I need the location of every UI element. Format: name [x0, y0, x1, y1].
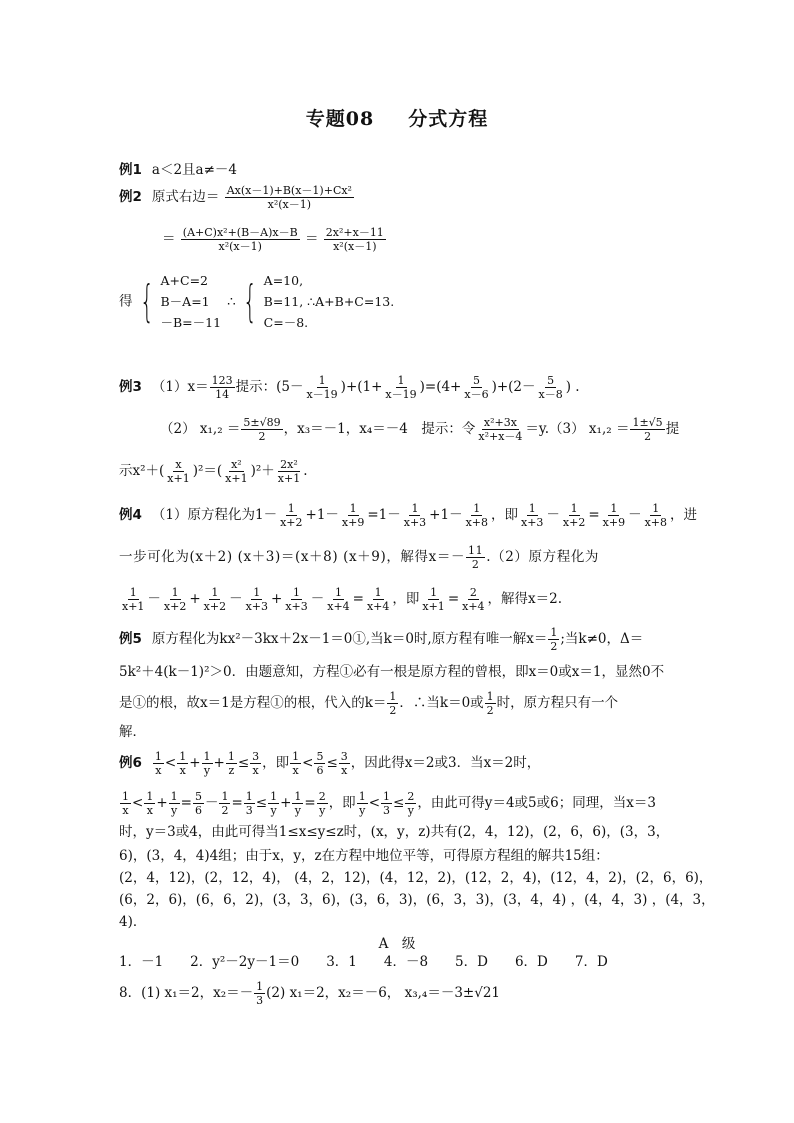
equation: A=10, [263, 273, 304, 288]
fraction [120, 790, 131, 817]
denominator: x+2 [163, 600, 187, 613]
denominator: x+1 [422, 600, 445, 613]
text: + [213, 755, 225, 771]
numerator: 1 [411, 502, 419, 515]
denominator: x [292, 764, 299, 777]
denominator: x [341, 764, 348, 777]
example-5-line-3 [119, 690, 679, 717]
denominator: 2 [486, 704, 494, 717]
numerator: 1 [146, 790, 154, 803]
text: ，进 [670, 507, 697, 523]
denominator: 2 [550, 640, 558, 653]
text: +1－ [429, 507, 463, 523]
text: － [147, 591, 161, 607]
numerator: 2x²+x－11 [325, 226, 384, 239]
fraction [519, 502, 545, 529]
numerator: 123 [211, 374, 233, 387]
text: (2) x₁＝2，x₂＝－6， x₃,₄＝－3±√21 [266, 985, 501, 1001]
text: 示x²＋( [119, 463, 165, 479]
numerator: 5 [194, 790, 202, 803]
numerator: Ax(x－1)+B(x－1)+Cx² [226, 184, 352, 197]
numerator: 1 [318, 374, 326, 387]
numerator: 1 [179, 750, 187, 763]
text: .（2）原方程化为 [486, 549, 600, 565]
text: ＝ [162, 231, 176, 247]
text: 时，原方程只有一个 [496, 695, 619, 711]
example-3-line-2 [160, 416, 680, 443]
text: ≤ [255, 795, 268, 811]
text: （1）原方程化为1－ [151, 507, 278, 523]
fraction [462, 374, 490, 401]
text: ) . [565, 379, 580, 395]
numerator: 1 [349, 502, 357, 515]
numerator: 1 [287, 502, 295, 515]
numerator: 5 [472, 374, 480, 387]
fraction [466, 544, 485, 571]
denominator: x+1 [277, 472, 301, 485]
text: < [164, 755, 177, 771]
denominator: x [122, 804, 129, 817]
example-6-line-5 [119, 868, 713, 888]
fraction [460, 586, 486, 613]
numerator: 1 [374, 586, 382, 599]
numerator: 1 [486, 690, 494, 703]
denominator: x+3 [521, 516, 544, 529]
fraction [630, 416, 664, 443]
fraction [290, 750, 301, 777]
text: ，x₃＝－1，x₄＝－4 提示：令 [283, 421, 476, 437]
fraction [292, 790, 303, 817]
denominator: x [179, 764, 186, 777]
text: = [447, 591, 460, 607]
text: （1）x＝ [151, 379, 209, 395]
denominator: y [407, 804, 414, 817]
text: = [231, 795, 243, 811]
level-a-question-8 [119, 980, 679, 1007]
text: 4)． [119, 914, 147, 930]
example-5-line-1 [119, 626, 679, 653]
numerator: 1 [550, 626, 558, 639]
numerator: 1 [270, 790, 278, 803]
example-6-line-2 [119, 790, 679, 817]
text: )+(1+ [340, 379, 383, 395]
denominator: x+2 [562, 516, 586, 529]
fraction [225, 184, 354, 211]
numerator: 2 [469, 586, 477, 599]
numerator: 1 [473, 502, 481, 515]
example-2-line-2 [162, 226, 722, 253]
fraction [120, 586, 146, 613]
fraction [223, 458, 249, 485]
example-4-line-1 [119, 502, 697, 529]
denominator: x²(x－1) [267, 198, 312, 211]
numerator: 1 [170, 790, 178, 803]
example-label: 例3 [119, 379, 142, 395]
example-3-line-3 [119, 458, 679, 485]
denominator: 2 [221, 804, 229, 817]
denominator: x+4 [327, 600, 350, 613]
example-6-line-6 [119, 890, 715, 910]
fraction [254, 980, 265, 1007]
equation: －B=－11 [160, 315, 222, 330]
denominator: x+4 [366, 600, 390, 613]
equation-system-2 [264, 270, 395, 333]
numerator: 1 [293, 586, 301, 599]
fraction [601, 502, 627, 529]
numerator: 1±√5 [632, 416, 663, 429]
title-topic: 专题08 [305, 108, 375, 130]
denominator: x [155, 764, 162, 777]
text: 得 [119, 293, 133, 310]
text: = [304, 795, 316, 811]
fraction [193, 790, 204, 817]
denominator: 6 [316, 764, 324, 777]
text: 提示：(5－ [235, 379, 304, 395]
denominator: 3 [245, 804, 253, 817]
text: =1－ [367, 507, 401, 523]
text: （2） x₁,₂ ＝ [160, 421, 241, 437]
text: ，即 [392, 591, 420, 607]
numerator: 1 [154, 750, 162, 763]
text: + [189, 755, 201, 771]
numerator: 1 [227, 750, 235, 763]
text: 时，y＝3或4，由此可得当1≤x≤y≤z时，(x，y，z)共有(2，4，12)，(2，6，6)，(3，3， [119, 824, 670, 840]
text: < [132, 795, 144, 811]
numerator: 1 [203, 750, 211, 763]
text: (2，4，12)，(2，12，4)， (4，2，12)，(4，12，2)，(12，2，4)，(12，4，2)，(2，6，6)， [119, 870, 713, 886]
fraction [464, 502, 490, 529]
text: ≤ [393, 795, 405, 811]
fraction [283, 586, 309, 613]
example-2-line-1 [119, 184, 679, 211]
denominator: x+9 [341, 516, 365, 529]
fraction [276, 458, 302, 485]
fraction [357, 790, 368, 817]
text: 原方程化为kx²－3kx＋2x－1＝0①,当k＝0时,原方程有唯一解x＝ [151, 631, 548, 647]
fraction [420, 586, 446, 613]
fraction [314, 750, 325, 777]
denominator: 2 [644, 430, 652, 443]
fraction [219, 790, 230, 817]
fraction [548, 626, 559, 653]
example-4-line-2 [119, 544, 679, 571]
text: 1．－1 2．y²－2y－1＝0 3．1 4．－8 5．D 6．D 7．D [119, 954, 608, 970]
numerator: 5±√89 [243, 416, 281, 429]
example-6-line-1 [119, 750, 679, 777]
fraction [387, 690, 398, 717]
fraction [325, 586, 351, 613]
text: ，即 [491, 507, 518, 523]
numerator: 1 [652, 502, 660, 515]
fraction [402, 502, 428, 529]
example-label: 例2 [119, 189, 142, 205]
numerator: 1 [221, 790, 229, 803]
example-label: 例1 [119, 162, 142, 178]
numerator: 1 [397, 374, 405, 387]
text: + [156, 795, 168, 811]
denominator: 3 [256, 994, 264, 1007]
numerator: 3 [340, 750, 348, 763]
fraction [177, 750, 188, 777]
example-6-line-4 [119, 846, 679, 866]
text: . [303, 463, 308, 479]
denominator: y [203, 764, 211, 777]
fraction [268, 790, 279, 817]
text: － [204, 795, 219, 811]
example-3-line-1 [119, 374, 679, 401]
example-label: 例6 [119, 755, 142, 771]
example-5-line-2 [119, 662, 679, 682]
text: (6，2，6)，(6，6，2)，(3，3，6)，(3，6，3)，(6，3，3)，(3，4，4) ，(4，4，3) ，(4，3， [119, 892, 715, 908]
numerator: 1 [610, 502, 618, 515]
text: ≤ [326, 755, 338, 771]
fraction [181, 226, 300, 253]
fraction [485, 690, 496, 717]
text: = [352, 591, 364, 607]
numerator: 1 [358, 790, 366, 803]
denominator: x－19 [385, 388, 417, 401]
fraction [537, 374, 565, 401]
level-a-heading [0, 934, 794, 954]
denominator: y [171, 804, 178, 817]
text: + [280, 795, 292, 811]
text: ，即 [262, 755, 290, 771]
numerator: 1 [430, 586, 438, 599]
numerator: 1 [256, 980, 264, 993]
text: ，因此得x＝2或3．当x＝2时， [350, 755, 541, 771]
example-5-line-4 [119, 722, 679, 742]
denominator: x+4 [462, 600, 485, 613]
text: ，解得x＝2. [487, 591, 563, 607]
equation: B－A=1 [160, 294, 210, 309]
text: ≤ [237, 755, 250, 771]
numerator: 11 [468, 544, 484, 557]
text: )=(4+ [419, 379, 462, 395]
text: 5k²＋4(k－1)²＞0．由题意知，方程①必有一根是原方程的曾根，即x＝0或x＝1，显然0不 [119, 664, 665, 680]
fraction [317, 790, 328, 817]
numerator: 5 [316, 750, 324, 763]
numerator: 2 [318, 790, 326, 803]
numerator: 1 [253, 586, 261, 599]
numerator: 1 [245, 790, 253, 803]
numerator: 2x² [280, 458, 298, 471]
denominator: x [252, 764, 259, 777]
text: 解． [119, 724, 146, 740]
text: +1－ [305, 507, 339, 523]
text: 8．(1) x₁＝2，x₂＝－ [119, 985, 254, 1001]
fraction [244, 790, 255, 817]
fraction [202, 750, 213, 777]
fraction [365, 586, 391, 613]
example-label: 例5 [119, 631, 142, 647]
numerator: 1 [570, 502, 578, 515]
denominator: x－8 [538, 388, 563, 401]
denominator: x²(x－1) [218, 240, 262, 253]
text: ＝y.（3） x₁,₂ ＝ [525, 421, 630, 437]
equation: C=－8. [263, 315, 309, 330]
numerator: 2 [407, 790, 415, 803]
fraction [304, 374, 339, 401]
numerator: 1 [171, 586, 179, 599]
numerator: 1 [294, 790, 302, 803]
level-a-answers [119, 952, 679, 972]
text: ;当k≠0，Δ＝ [560, 631, 644, 647]
example-label: 例4 [119, 507, 142, 523]
denominator: x²(x－1) [333, 240, 377, 253]
example-6-line-3 [119, 822, 679, 842]
numerator: 1 [211, 586, 219, 599]
fraction [165, 458, 191, 485]
fraction [250, 750, 261, 777]
text: A 级 [378, 936, 416, 952]
numerator: x² [231, 458, 242, 471]
text: 一步可化为(x＋2) (x＋3)＝(x＋8) (x＋9)，解得x＝－ [119, 549, 466, 565]
fraction [340, 502, 366, 529]
text: ＝ [304, 231, 319, 247]
text: 原式右边＝ [151, 189, 220, 205]
text: ．∴当k＝0或 [399, 695, 484, 711]
denominator: 2 [471, 558, 480, 571]
denominator: y [359, 804, 366, 817]
denominator: 6 [194, 804, 202, 817]
example-1-text: a＜2且a≠－4 [151, 162, 237, 178]
fraction [383, 374, 418, 401]
example-4-line-3 [119, 586, 679, 613]
denominator: x+1 [122, 600, 145, 613]
denominator: 14 [215, 388, 230, 401]
numerator: (A+C)x²+(B－A)x－B [182, 226, 298, 239]
numerator: 1 [528, 502, 536, 515]
denominator: x－19 [306, 388, 338, 401]
fraction [339, 750, 350, 777]
text: ，即 [328, 795, 356, 811]
fraction [144, 790, 155, 817]
text: － [546, 507, 560, 523]
fraction [210, 374, 235, 401]
denominator: x [146, 804, 153, 817]
text: 提 [665, 421, 680, 437]
denominator: x+8 [465, 516, 488, 529]
denominator: x+3 [403, 516, 427, 529]
text: ，由此可得y＝4或5或6；同理，当x＝3 [417, 795, 656, 811]
numerator: 1 [292, 750, 300, 763]
fraction [324, 226, 386, 253]
denominator: x²+x－4 [478, 430, 523, 443]
denominator: x+2 [280, 516, 303, 529]
example-6-line-7 [119, 912, 679, 932]
fraction [381, 790, 392, 817]
equation: A+C=2 [160, 273, 208, 288]
text: － [310, 591, 325, 607]
fraction [169, 790, 180, 817]
text: － [229, 591, 243, 607]
numerator: 1 [129, 586, 137, 599]
denominator: y [270, 804, 277, 817]
denominator: 3 [383, 804, 390, 817]
denominator: 2 [258, 430, 266, 443]
denominator: x+8 [644, 516, 667, 529]
fraction [202, 586, 228, 613]
text: )+(2－ [491, 379, 536, 395]
text: + [189, 591, 201, 607]
fraction [153, 750, 164, 777]
denominator: x+3 [285, 600, 308, 613]
denominator: z [228, 764, 235, 777]
fraction [226, 750, 237, 777]
text: < [368, 795, 380, 811]
denominator: x+1 [167, 472, 190, 485]
denominator: y [319, 804, 326, 817]
denominator: x－6 [464, 388, 489, 401]
equation-system-1 [161, 270, 222, 333]
text: ∴ [227, 293, 236, 310]
numerator: 1 [122, 790, 129, 803]
equation: B=11, ∴A+B+C=13. [263, 294, 395, 309]
denominator: x+1 [225, 472, 248, 485]
text: = [588, 507, 600, 523]
fraction [476, 416, 524, 443]
denominator: x+9 [602, 516, 626, 529]
title-name: 分式方程 [408, 108, 489, 130]
numerator: 1 [389, 690, 397, 703]
denominator: x+2 [203, 600, 227, 613]
text: )²＋ [250, 463, 275, 479]
numerator: 1 [383, 790, 390, 803]
text: + [271, 591, 283, 607]
fraction [244, 586, 270, 613]
example-2-system [119, 270, 679, 334]
denominator: y [294, 804, 301, 817]
page-title [0, 104, 794, 131]
text: － [628, 507, 642, 523]
fraction [405, 790, 416, 817]
numerator: 5 [547, 374, 555, 387]
fraction [241, 416, 282, 443]
fraction [561, 502, 587, 529]
text: = [180, 795, 192, 811]
brace-icon: { [139, 275, 154, 327]
example-1 [119, 160, 679, 180]
numerator: 1 [334, 586, 342, 599]
denominator: x+3 [245, 600, 268, 613]
denominator: 2 [389, 704, 397, 717]
numerator: 3 [252, 750, 260, 763]
numerator: x [175, 458, 182, 471]
fraction [643, 502, 669, 529]
brace-icon: { [242, 275, 257, 327]
text: < [302, 755, 314, 771]
fraction [162, 586, 188, 613]
fraction [278, 502, 304, 529]
numerator: x²+3x [483, 416, 517, 429]
text: )²＝( [192, 463, 223, 479]
text: 是①的根，故x＝1是方程①的根，代入的k＝ [119, 695, 387, 711]
text: 6)，(3，4，4)4组；由于x，y，z在方程中地位平等，可得原方程组的解共15组： [119, 848, 609, 864]
